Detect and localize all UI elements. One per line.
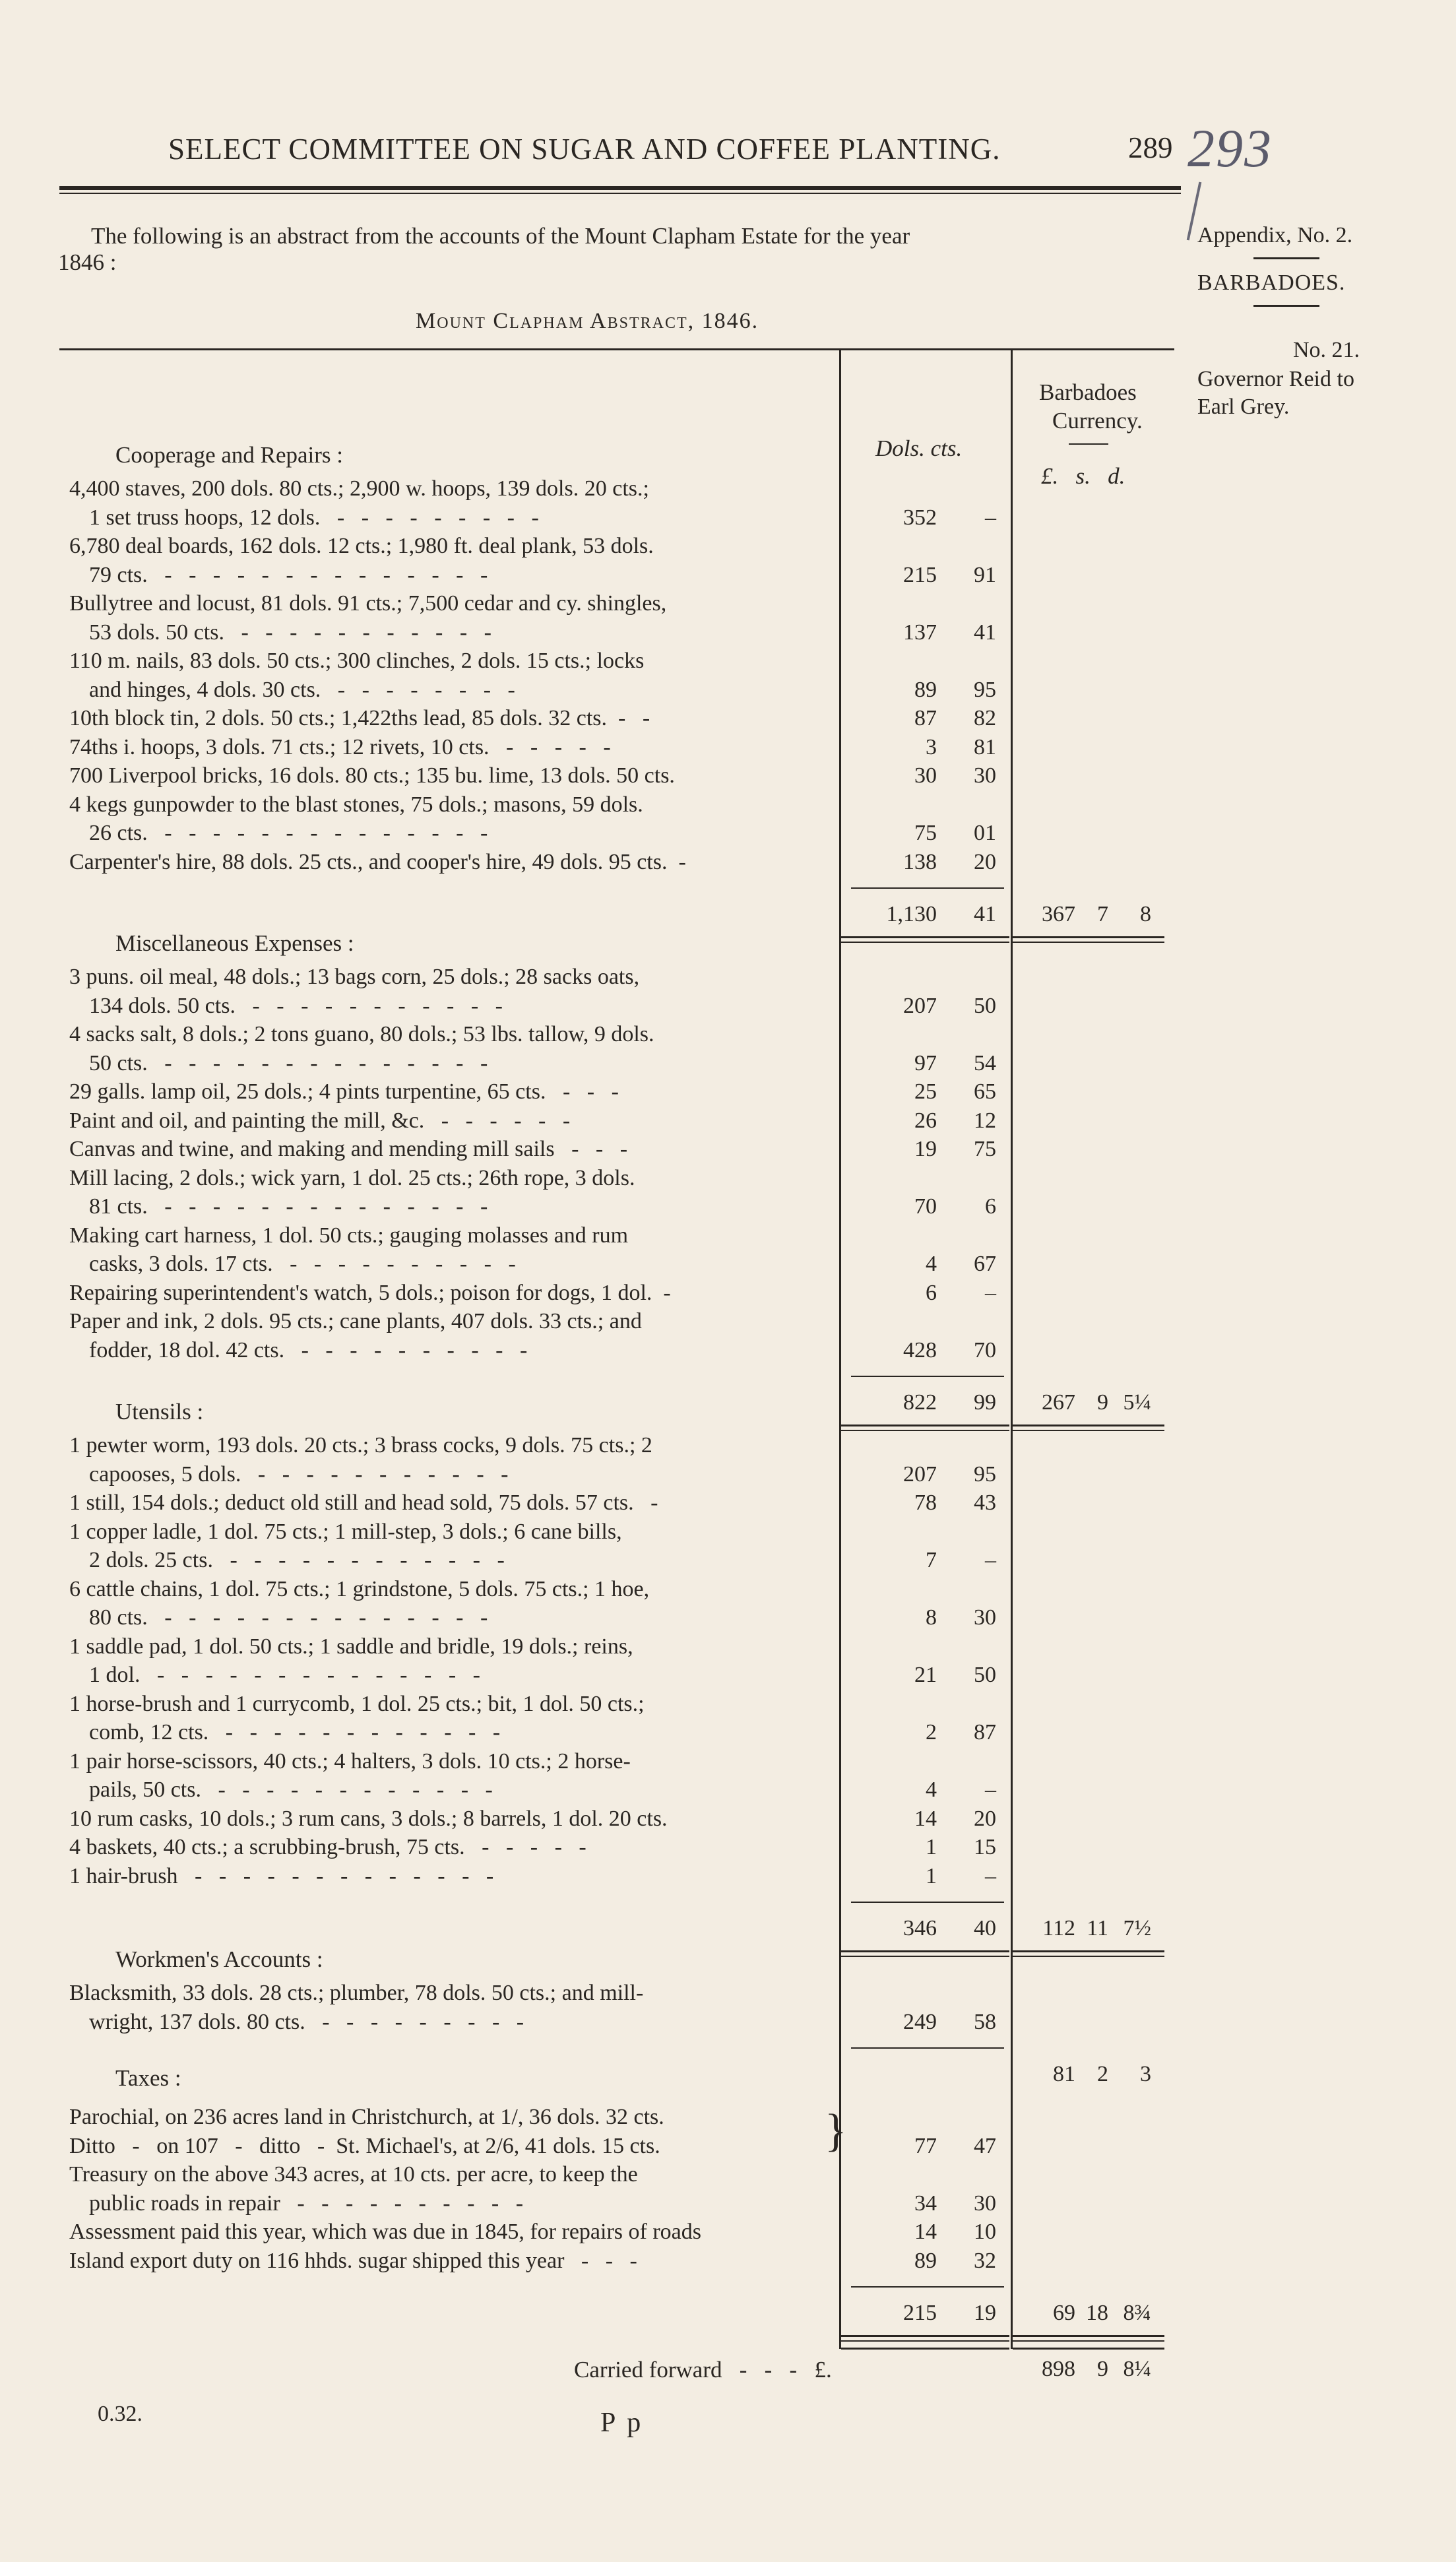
- line-item-dollars: 77: [914, 2133, 937, 2158]
- currency-header-1: Barbadoes: [1039, 379, 1137, 405]
- total-double-rule-b: [841, 2340, 1009, 2342]
- line-item-text: Assessment paid this year, which was due in 1845, for repairs of roads: [69, 2220, 701, 2244]
- total-double-rule-a: [841, 1950, 1009, 1952]
- section-total-dollars: 1,130: [886, 902, 937, 926]
- line-item-dollars: 87: [914, 706, 937, 730]
- section-title: Miscellaneous Expenses :: [115, 930, 354, 956]
- line-item-cents: 41: [974, 620, 996, 645]
- line-item-text: Paper and ink, 2 dols. 95 cts.; cane plants, 407 dols. 33 cts.; and: [69, 1309, 642, 1333]
- line-item-text: Mill lacing, 2 dols.; wick yarn, 1 dol. 25 cts.; 26th rope, 3 dols.: [69, 1165, 635, 1190]
- line-item-dollars: 14: [914, 2220, 937, 2244]
- line-item-dollars: 352: [903, 505, 937, 530]
- line-item-text: Treasury on the above 343 acres, at 10 cts. per acre, to keep the: [69, 2162, 638, 2187]
- section-total-cents: 99: [974, 1390, 996, 1415]
- carried-forward-pounds: 898: [1042, 2357, 1075, 2381]
- section-total-shillings: 7: [1097, 902, 1108, 926]
- total-double-rule-d: [1013, 2340, 1164, 2342]
- line-item-text: capooses, 5 dols. - - - - - - - - - - -: [89, 1461, 509, 1487]
- line-item-dollars: 207: [903, 993, 937, 1018]
- line-item-cents: 20: [974, 1806, 996, 1831]
- line-item-text: 10th block tin, 2 dols. 50 cts.; 1,422ths lead, 85 dols. 32 cts. - -: [69, 706, 650, 730]
- carried-forward-pence: 8¼: [1123, 2357, 1151, 2381]
- line-item-cents: 30: [974, 763, 996, 788]
- line-item-dollars: 25: [914, 1079, 937, 1104]
- running-title: SELECT COMMITTEE ON SUGAR AND COFFEE PLANTING.: [168, 133, 1001, 166]
- line-item-cents: 12: [974, 1108, 996, 1133]
- line-item-text: casks, 3 dols. 17 cts. - - - - - - - - - -: [89, 1252, 516, 1276]
- section-total-pence: 7½: [1123, 1916, 1151, 1940]
- document-number: No. 21.: [1293, 338, 1360, 362]
- total-double-rule-b: [841, 1956, 1009, 1957]
- line-item-text: Making cart harness, 1 dol. 50 cts.; gauging molasses and rum: [69, 1223, 629, 1248]
- line-item-cents: 67: [974, 1252, 996, 1276]
- line-item-dollars: 3: [926, 734, 937, 759]
- line-item-text: 4,400 staves, 200 dols. 80 cts.; 2,900 w. hoops, 139 dols. 20 cts.;: [69, 476, 649, 501]
- line-item-dollars: 7: [926, 1548, 937, 1572]
- line-item-cents: –: [985, 1777, 996, 1802]
- line-item-text: Carpenter's hire, 88 dols. 25 cts., and cooper's hire, 49 dols. 95 cts. -: [69, 849, 686, 874]
- total-double-rule-a: [841, 2335, 1009, 2337]
- line-item-text: Paint and oil, and painting the mill, &c. - - - - - -: [69, 1108, 571, 1133]
- total-double-rule-c: [1013, 936, 1164, 938]
- line-item-text: 110 m. nails, 83 dols. 50 cts.; 300 clinches, 2 dols. 15 cts.; locks: [69, 649, 645, 673]
- line-item-text: 50 cts. - - - - - - - - - - - - - -: [89, 1050, 488, 1075]
- line-item-dollars: 97: [914, 1050, 937, 1075]
- currency-header-rule: [1069, 443, 1108, 445]
- line-item-dollars: 1: [926, 1863, 937, 1888]
- line-item-dollars: 1: [926, 1835, 937, 1859]
- total-double-rule-a: [841, 936, 1009, 938]
- line-item-text: Parochial, on 236 acres land in Christchurch, at 1/, 36 dols. 32 cts.: [69, 2105, 664, 2129]
- line-item-cents: –: [985, 1863, 996, 1888]
- line-item-text: 700 Liverpool bricks, 16 dols. 80 cts.; 135 bu. lime, 13 dols. 50 cts.: [69, 763, 675, 788]
- total-double-rule-b: [841, 1430, 1009, 1431]
- line-item-text: 1 set truss hoops, 12 dols. - - - - - - - - -: [89, 505, 539, 530]
- line-item-text: comb, 12 cts. - - - - - - - - - - - -: [89, 1720, 501, 1745]
- carried-forward-label: Carried forward - - - £.: [574, 2357, 832, 2383]
- line-item-text: 4 kegs gunpowder to the blast stones, 75 dols.; masons, 59 dols.: [69, 792, 643, 817]
- intro-line-1: The following is an abstract from the accounts of the Mount Clapham Estate for the year: [91, 223, 910, 249]
- section-total-pounds: 267: [1042, 1390, 1075, 1415]
- line-item-text: 80 cts. - - - - - - - - - - - - - -: [89, 1605, 488, 1630]
- line-item-text: Bullytree and locust, 81 dols. 91 cts.; 7,500 cedar and cy. shingles,: [69, 591, 667, 616]
- line-item-cents: 01: [974, 821, 996, 845]
- total-double-rule-b: [841, 942, 1009, 943]
- line-item-dollars: 75: [914, 821, 937, 845]
- line-item-text: 81 cts. - - - - - - - - - - - - - -: [89, 1194, 488, 1219]
- line-item-dollars: 19: [914, 1137, 937, 1161]
- line-item-text: Island export duty on 116 hhds. sugar shipped this year - - -: [69, 2248, 637, 2273]
- total-double-rule-c: [1013, 1950, 1164, 1952]
- line-item-dollars: 6: [926, 1280, 937, 1305]
- line-item-text: 29 galls. lamp oil, 25 dols.; 4 pints turpentine, 65 cts. - - -: [69, 1079, 619, 1104]
- line-item-cents: 50: [974, 1663, 996, 1687]
- total-double-rule-d: [1013, 1430, 1164, 1431]
- line-item-text: 26 cts. - - - - - - - - - - - - - -: [89, 821, 488, 845]
- column-divider-right: [1011, 350, 1013, 2349]
- section-total-shillings: 2: [1097, 2062, 1108, 2086]
- section-total-pence: 5¼: [1123, 1390, 1151, 1415]
- line-item-cents: 20: [974, 849, 996, 874]
- line-item-text: 1 saddle pad, 1 dol. 50 cts.; 1 saddle and bridle, 19 dols.; reins,: [69, 1634, 633, 1659]
- line-item-cents: 65: [974, 1079, 996, 1104]
- page-number: 289: [1128, 131, 1173, 164]
- line-item-cents: 58: [974, 2009, 996, 2034]
- section-total-dollars: 215: [903, 2301, 937, 2325]
- line-item-text: 1 horse-brush and 1 currycomb, 1 dol. 25 cts.; bit, 1 dol. 50 cts.;: [69, 1691, 645, 1716]
- line-item-text: 10 rum casks, 10 dols.; 3 rum cans, 3 dols.; 8 barrels, 1 dol. 20 cts.: [69, 1806, 668, 1831]
- line-item-cents: 30: [974, 1605, 996, 1630]
- line-item-cents: 43: [974, 1490, 996, 1515]
- section-title: Workmen's Accounts :: [115, 1946, 323, 1972]
- table-top-rule: [59, 348, 1174, 350]
- section-total-pounds: 81: [1053, 2062, 1075, 2086]
- section-total-cents: 19: [974, 2301, 996, 2325]
- subtotal-rule: [851, 1902, 1004, 1903]
- line-item-cents: 70: [974, 1337, 996, 1362]
- line-item-cents: 87: [974, 1720, 996, 1745]
- line-item-cents: 10: [974, 2220, 996, 2244]
- line-item-cents: 50: [974, 993, 996, 1018]
- line-item-text: 6 cattle chains, 1 dol. 75 cts.; 1 grindstone, 5 dols. 75 cts.; 1 hoe,: [69, 1576, 650, 1601]
- total-double-rule-a: [841, 1425, 1009, 1426]
- line-item-text: public roads in repair - - - - - - - - - -: [89, 2191, 524, 2216]
- line-item-text: 4 baskets, 40 cts.; a scrubbing-brush, 75 cts. - - - - -: [69, 1835, 586, 1859]
- line-item-cents: 75: [974, 1137, 996, 1161]
- line-item-dollars: 26: [914, 1108, 937, 1133]
- line-item-cents: 95: [974, 677, 996, 702]
- line-item-dollars: 207: [903, 1461, 937, 1487]
- subtotal-rule: [851, 1376, 1004, 1377]
- section-total-pence: 3: [1140, 2062, 1151, 2086]
- total-double-rule-c: [1013, 2335, 1164, 2337]
- line-item-dollars: 14: [914, 1806, 937, 1831]
- carry-rule-b: [1013, 2348, 1164, 2350]
- column-divider-left: [839, 350, 841, 2349]
- line-item-cents: –: [985, 1280, 996, 1305]
- correspondence-from: Governor Reid to: [1197, 367, 1354, 391]
- line-item-text: 6,780 deal boards, 162 dols. 12 cts.; 1,980 ft. deal plank, 53 dols.: [69, 534, 654, 558]
- line-item-dollars: 215: [903, 562, 937, 587]
- total-double-rule-d: [1013, 942, 1164, 943]
- abstract-title: Mount Clapham Abstract, 1846.: [416, 309, 759, 333]
- line-item-text: 2 dols. 25 cts. - - - - - - - - - - - -: [89, 1548, 505, 1572]
- line-item-dollars: 428: [903, 1337, 937, 1362]
- header-rule: [59, 186, 1181, 190]
- section-title: Taxes :: [115, 2065, 181, 2091]
- line-item-text: 1 hair-brush - - - - - - - - - - - - -: [69, 1863, 494, 1888]
- total-double-rule-d: [1013, 1956, 1164, 1957]
- section-title: Cooperage and Repairs :: [115, 442, 344, 468]
- section-total-pounds: 69: [1053, 2301, 1075, 2325]
- line-item-text: 79 cts. - - - - - - - - - - - - - -: [89, 562, 488, 587]
- line-item-text: 1 dol. - - - - - - - - - - - - - -: [89, 1663, 480, 1687]
- section-title: Utensils :: [115, 1399, 204, 1425]
- line-item-text: 1 copper ladle, 1 dol. 75 cts.; 1 mill-step, 3 dols.; 6 cane bills,: [69, 1519, 622, 1544]
- line-item-dollars: 4: [926, 1252, 937, 1276]
- section-total-shillings: 11: [1087, 1916, 1108, 1940]
- line-item-dollars: 30: [914, 763, 937, 788]
- handwritten-folio-number: 293: [1187, 118, 1273, 178]
- section-total-pence: 8: [1140, 902, 1151, 926]
- dols-cts-header: Dols. cts.: [875, 435, 963, 461]
- line-item-cents: 54: [974, 1050, 996, 1075]
- line-item-cents: 47: [974, 2133, 996, 2158]
- section-total-dollars: 822: [903, 1390, 937, 1415]
- carried-forward-shillings: 9: [1097, 2357, 1108, 2381]
- line-item-cents: –: [985, 505, 996, 530]
- section-total-pounds: 112: [1042, 1916, 1075, 1940]
- carry-rule-a: [841, 2348, 1009, 2350]
- line-item-cents: 82: [974, 706, 996, 730]
- sidebar-rule: [1253, 257, 1319, 259]
- line-item-dollars: 4: [926, 1777, 937, 1802]
- correspondence-to: Earl Grey.: [1197, 395, 1290, 419]
- section-total-shillings: 9: [1097, 1390, 1108, 1415]
- line-item-text: 134 dols. 50 cts. - - - - - - - - - - -: [89, 993, 503, 1018]
- line-item-cents: 30: [974, 2191, 996, 2216]
- line-item-text: 1 pair horse-scissors, 40 cts.; 4 halters, 3 dols. 10 cts.; 2 horse-: [69, 1748, 631, 1774]
- line-item-cents: 91: [974, 562, 996, 587]
- section-total-cents: 41: [974, 902, 996, 926]
- total-double-rule-c: [1013, 1425, 1164, 1426]
- colony-label: BARBADOES.: [1197, 271, 1346, 295]
- section-total-shillings: 18: [1086, 2301, 1108, 2325]
- line-item-cents: 81: [974, 734, 996, 759]
- line-item-dollars: 2: [926, 1720, 937, 1745]
- subtotal-rule: [851, 2047, 1004, 2049]
- line-item-dollars: 21: [914, 1663, 937, 1687]
- line-item-text: Blacksmith, 33 dols. 28 cts.; plumber, 78 dols. 50 cts.; and mill-: [69, 1981, 644, 2005]
- currency-header-2: Currency.: [1052, 408, 1143, 433]
- line-item-text: fodder, 18 dol. 42 cts. - - - - - - - - - -: [89, 1337, 528, 1362]
- line-item-dollars: 78: [914, 1490, 937, 1515]
- line-item-text: 1 still, 154 dols.; deduct old still and head sold, 75 dols. 57 cts. -: [69, 1490, 658, 1515]
- footer-sheet-number: 0.32.: [98, 2402, 142, 2426]
- line-item-text: pails, 50 cts. - - - - - - - - - - - -: [89, 1777, 493, 1802]
- line-item-text: Ditto - on 107 - ditto - St. Michael's, at 2/6, 41 dols. 15 cts.: [69, 2133, 660, 2158]
- subtotal-rule: [851, 887, 1004, 889]
- section-total-cents: 40: [974, 1916, 996, 1940]
- line-item-text: 53 dols. 50 cts. - - - - - - - - - - -: [89, 620, 491, 645]
- line-item-cents: 6: [985, 1194, 996, 1219]
- line-item-text: Repairing superintendent's watch, 5 dols.; poison for dogs, 1 dol. -: [69, 1280, 671, 1305]
- brace-glyph: }: [825, 2105, 847, 2156]
- line-item-text: and hinges, 4 dols. 30 cts. - - - - - - - -: [89, 677, 515, 702]
- section-total-pence: 8¾: [1123, 2301, 1151, 2325]
- intro-line-2: 1846 :: [58, 249, 117, 275]
- header-rule-thin: [59, 193, 1181, 194]
- line-item-dollars: 138: [903, 849, 937, 874]
- line-item-text: wright, 137 dols. 80 cts. - - - - - - - - -: [89, 2009, 524, 2034]
- line-item-text: Canvas and twine, and making and mending mill sails - - -: [69, 1137, 628, 1161]
- section-total-dollars: 346: [903, 1916, 937, 1940]
- line-item-cents: 95: [974, 1461, 996, 1487]
- line-item-dollars: 70: [914, 1194, 937, 1219]
- line-item-dollars: 249: [903, 2009, 937, 2034]
- line-item-text: 74ths i. hoops, 3 dols. 71 cts.; 12 rivets, 10 cts. - - - - -: [69, 734, 611, 759]
- line-item-dollars: 137: [903, 620, 937, 645]
- line-item-dollars: 8: [926, 1605, 937, 1630]
- line-item-text: 4 sacks salt, 8 dols.; 2 tons guano, 80 dols.; 53 lbs. tallow, 9 dols.: [69, 1022, 654, 1046]
- line-item-dollars: 89: [914, 2248, 937, 2273]
- appendix-label: Appendix, No. 2.: [1197, 223, 1353, 247]
- line-item-text: 1 pewter worm, 193 dols. 20 cts.; 3 brass cocks, 9 dols. 75 cts.; 2: [69, 1433, 652, 1457]
- line-item-cents: –: [985, 1548, 996, 1572]
- line-item-text: 3 puns. oil meal, 48 dols.; 13 bags corn, 25 dols.; 28 sacks oats,: [69, 965, 640, 989]
- line-item-cents: 32: [974, 2248, 996, 2273]
- footer-signature-mark: P p: [600, 2408, 644, 2438]
- sidebar-rule-2: [1253, 305, 1319, 307]
- line-item-cents: 15: [974, 1835, 996, 1859]
- section-total-pounds: 367: [1042, 902, 1075, 926]
- line-item-dollars: 89: [914, 677, 937, 702]
- lsd-header: £. s. d.: [1041, 463, 1125, 489]
- subtotal-rule: [851, 2286, 1004, 2288]
- line-item-dollars: 34: [914, 2191, 937, 2216]
